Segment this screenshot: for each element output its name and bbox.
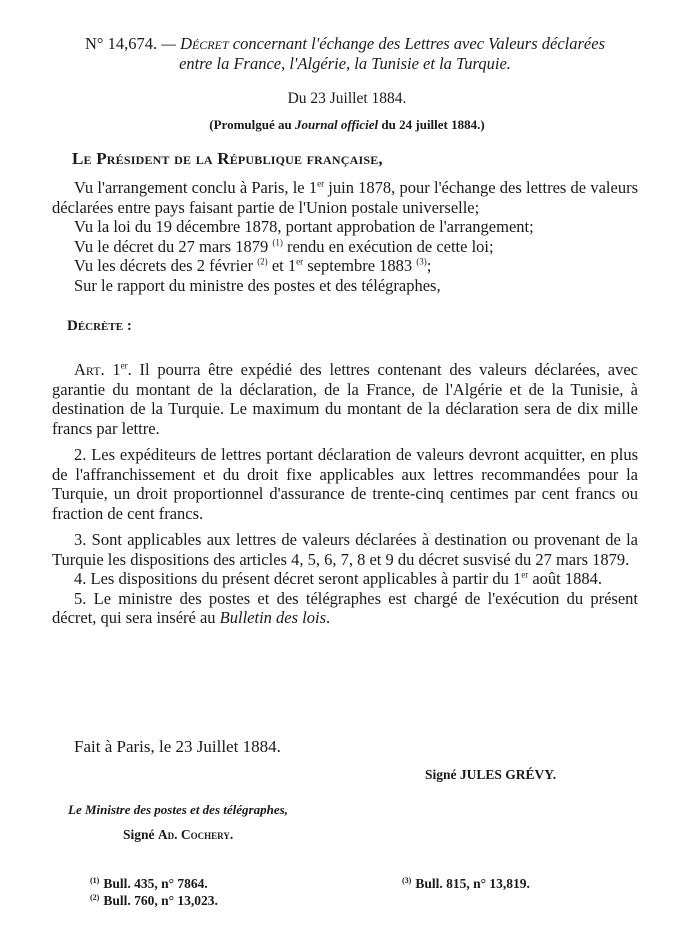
footnote-ref[interactable]: (1) (272, 237, 283, 247)
vu-text: Vu le décret du 27 mars 1879 (74, 236, 273, 256)
decree-date: Du 23 Juillet 1884. (287, 90, 407, 107)
article-text: 5. Le ministre des postes et des télégraphes est chargé de l'exécution du présent décret, qui sera inséré au (52, 588, 638, 627)
vu-text: Vu les décrets des 2 février (74, 256, 258, 275)
vu-text: Vu l'arrangement conclu à Paris, le 1 (74, 178, 318, 197)
president-heading: Le Président de la République française, (72, 149, 383, 168)
vu-paragraph: Sur le rapport du ministre des postes et des télégraphes, (74, 275, 441, 295)
footnote-ref[interactable]: (3) (416, 256, 427, 267)
bulletin-des-lois: Bulletin des lois (219, 608, 326, 627)
title-line-2: entre la France, l'Algérie, la Tunisie et la Turquie. (179, 54, 511, 73)
decrete-heading: Décrète : (67, 318, 132, 334)
vu-text: septembre 1883 (303, 256, 417, 275)
promulgation-suffix: du 24 juillet 1884.) (378, 117, 485, 132)
footnote-mark: (1) (90, 876, 100, 885)
signature-president: Signé JULES GRÉVY. (425, 767, 557, 782)
preamble-vu-section (52, 178, 638, 295)
title-dash: — (157, 34, 181, 53)
footnote-2 (90, 893, 218, 909)
article-text: août 1884. (528, 569, 603, 588)
fait-a-paris: Fait à Paris, le 23 Juillet 1884. (74, 737, 281, 756)
decree-title (50, 34, 640, 74)
article-text: 4. Les dispositions du présent décret seront applicables à partir du 1 (74, 569, 522, 588)
vu-paragraph (52, 178, 638, 217)
vu-paragraph: Vu la loi du 19 décembre 1878, portant approbation de l'arrangement; (74, 217, 534, 236)
footnote-3 (402, 876, 530, 892)
vu-paragraph (52, 256, 638, 276)
signature-minister (123, 827, 233, 843)
decree-number: N° 14,674. (85, 34, 158, 53)
footnote-text: Bull. 435, n° 7864. (103, 876, 208, 891)
footnote-mark: (2) (90, 893, 100, 902)
footnote-text: Bull. 815, n° 13,819. (415, 876, 530, 891)
decret-word: Décret (180, 34, 229, 53)
article-text: . Il pourra être expédié des lettres contenant des valeurs déclarées, avec garantie du montant de la déclaration, de la France, de l'Algérie et de la Tunisie, à destination de la Turquie. Le maximum du montant de la déclaration sera de dix mille francs par lettre. (52, 360, 638, 438)
vu-text: rendu en exécution de cette loi; (282, 236, 494, 256)
article-text: . (326, 608, 331, 627)
minister-name: Ad. Cochery. (157, 827, 234, 842)
journal-officiel: Journal officiel (294, 117, 379, 132)
article-4 (52, 569, 638, 589)
footnote-text: Bull. 760, n° 13,023. (103, 893, 218, 908)
promulgation-note (0, 117, 694, 133)
article-2: 2. Les expéditeurs de lettres portant déclaration de valeurs devront acquitter, en plus de l'affranchissement et du droit fixe applicables aux lettres recommandées pour la Turquie, un droit proportionnel d'assurance de trente-cinq centimes par cent francs ou fraction de cent francs. (52, 445, 638, 523)
vu-text: juin 1878, pour l'échange des lettres de valeurs déclarées entre pays faisant partie de l'Union postale universelle; (52, 178, 638, 217)
superscript: er (521, 569, 529, 580)
article-5 (52, 589, 638, 628)
signe-prefix: Signé (123, 827, 158, 842)
superscript: er (317, 178, 325, 189)
footnote-ref[interactable]: (2) (257, 256, 268, 267)
footnote-1 (90, 876, 208, 892)
superscript: er (120, 360, 128, 371)
title-line-1 (50, 34, 640, 54)
article-1 (52, 360, 638, 438)
vu-text: ; (426, 256, 432, 275)
title-rest: concernant l'échange des Lettres avec Valeurs déclarées (228, 34, 605, 53)
article-3: 3. Sont applicables aux lettres de valeurs déclarées à destination ou provenant de la Turquie les dispositions des articles 4, 5, 6, 7, 8 et 9 du décret susvisé du 27 mars 1879. (52, 530, 638, 569)
footnote-mark: (3) (402, 876, 412, 885)
vu-paragraph (52, 237, 638, 257)
articles-section (52, 360, 638, 628)
promulgation-prefix: (Promulgué au (209, 117, 295, 132)
article-label: Art. 1 (74, 360, 121, 379)
minister-title: Le Ministre des postes et des télégraphes, (68, 802, 288, 817)
vu-text: et 1 (267, 256, 297, 275)
superscript: er (296, 256, 304, 267)
